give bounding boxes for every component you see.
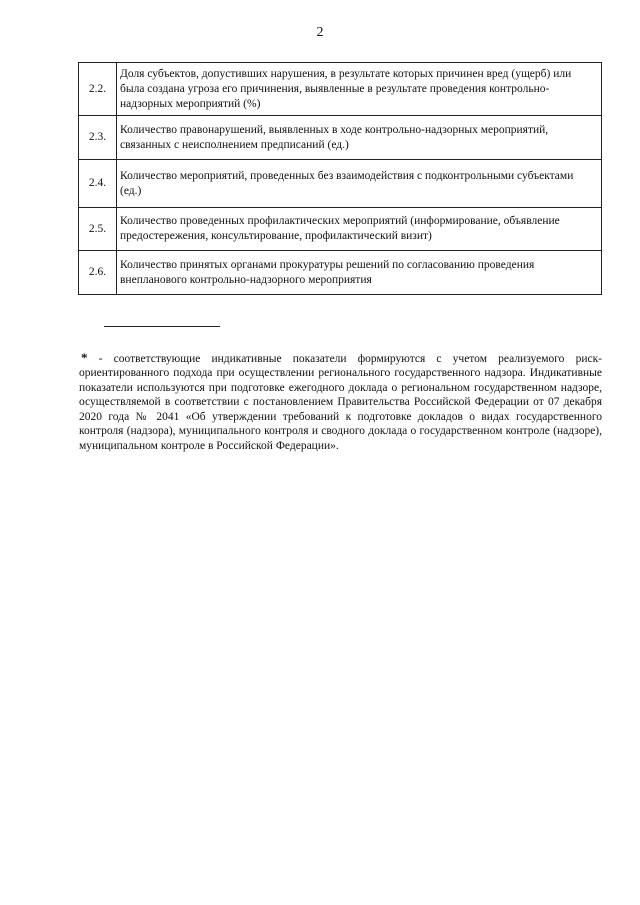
footnote-marker: *: [81, 349, 88, 365]
footnote: [79, 351, 602, 454]
row-number: 2.4.: [79, 160, 117, 208]
row-number: 2.3.: [79, 116, 117, 160]
table-row: [79, 116, 602, 160]
footnote-text: - соответствующие индикативные показатели формируются с учетом реализуемого риск-ориентированного подхода при осуществлении регионального государственного надзора. Индикативные показатели используются при подготовке ежегодного доклада о региональном государственном надзоре, осуществляемой в соответствии с постановлением Правительства Российской Федерации от 07 декабря 2020 года № 2041 «Об утверждении требований к подготовке докладов о видах государственного контроля (надзора), муниципального контроля и сводного доклада о государственном контроле (надзоре), муниципальном контроле в Российской Федерации».: [79, 352, 602, 452]
table-row: [79, 251, 602, 295]
indicators-table: [78, 62, 602, 295]
row-text: Доля субъектов, допустивших нарушения, в результате которых причинен вред (ущерб) или была создана угроза его причинения, выявленные в результате проведения контрольно-надзорных мероприятий (%): [117, 63, 602, 116]
row-text: Количество мероприятий, проведенных без взаимодействия с подконтрольными субъектами (ед.): [117, 160, 602, 208]
row-text: Количество проведенных профилактических мероприятий (информирование, объявление предостережения, консультирование, профилактический визит): [117, 208, 602, 251]
table-row: [79, 208, 602, 251]
page-number: 2: [316, 25, 324, 40]
row-number: 2.6.: [79, 251, 117, 295]
row-number: 2.5.: [79, 208, 117, 251]
row-text: Количество правонарушений, выявленных в ходе контрольно-надзорных мероприятий, связанных с неисполнением предписаний (ед.): [117, 116, 602, 160]
row-text: Количество принятых органами прокуратуры решений по согласованию проведения внепланового контрольно-надзорного мероприятия: [117, 251, 602, 295]
table-row: [79, 63, 602, 116]
table-row: [79, 160, 602, 208]
footnote-divider: [104, 326, 220, 327]
row-number: 2.2.: [79, 63, 117, 116]
